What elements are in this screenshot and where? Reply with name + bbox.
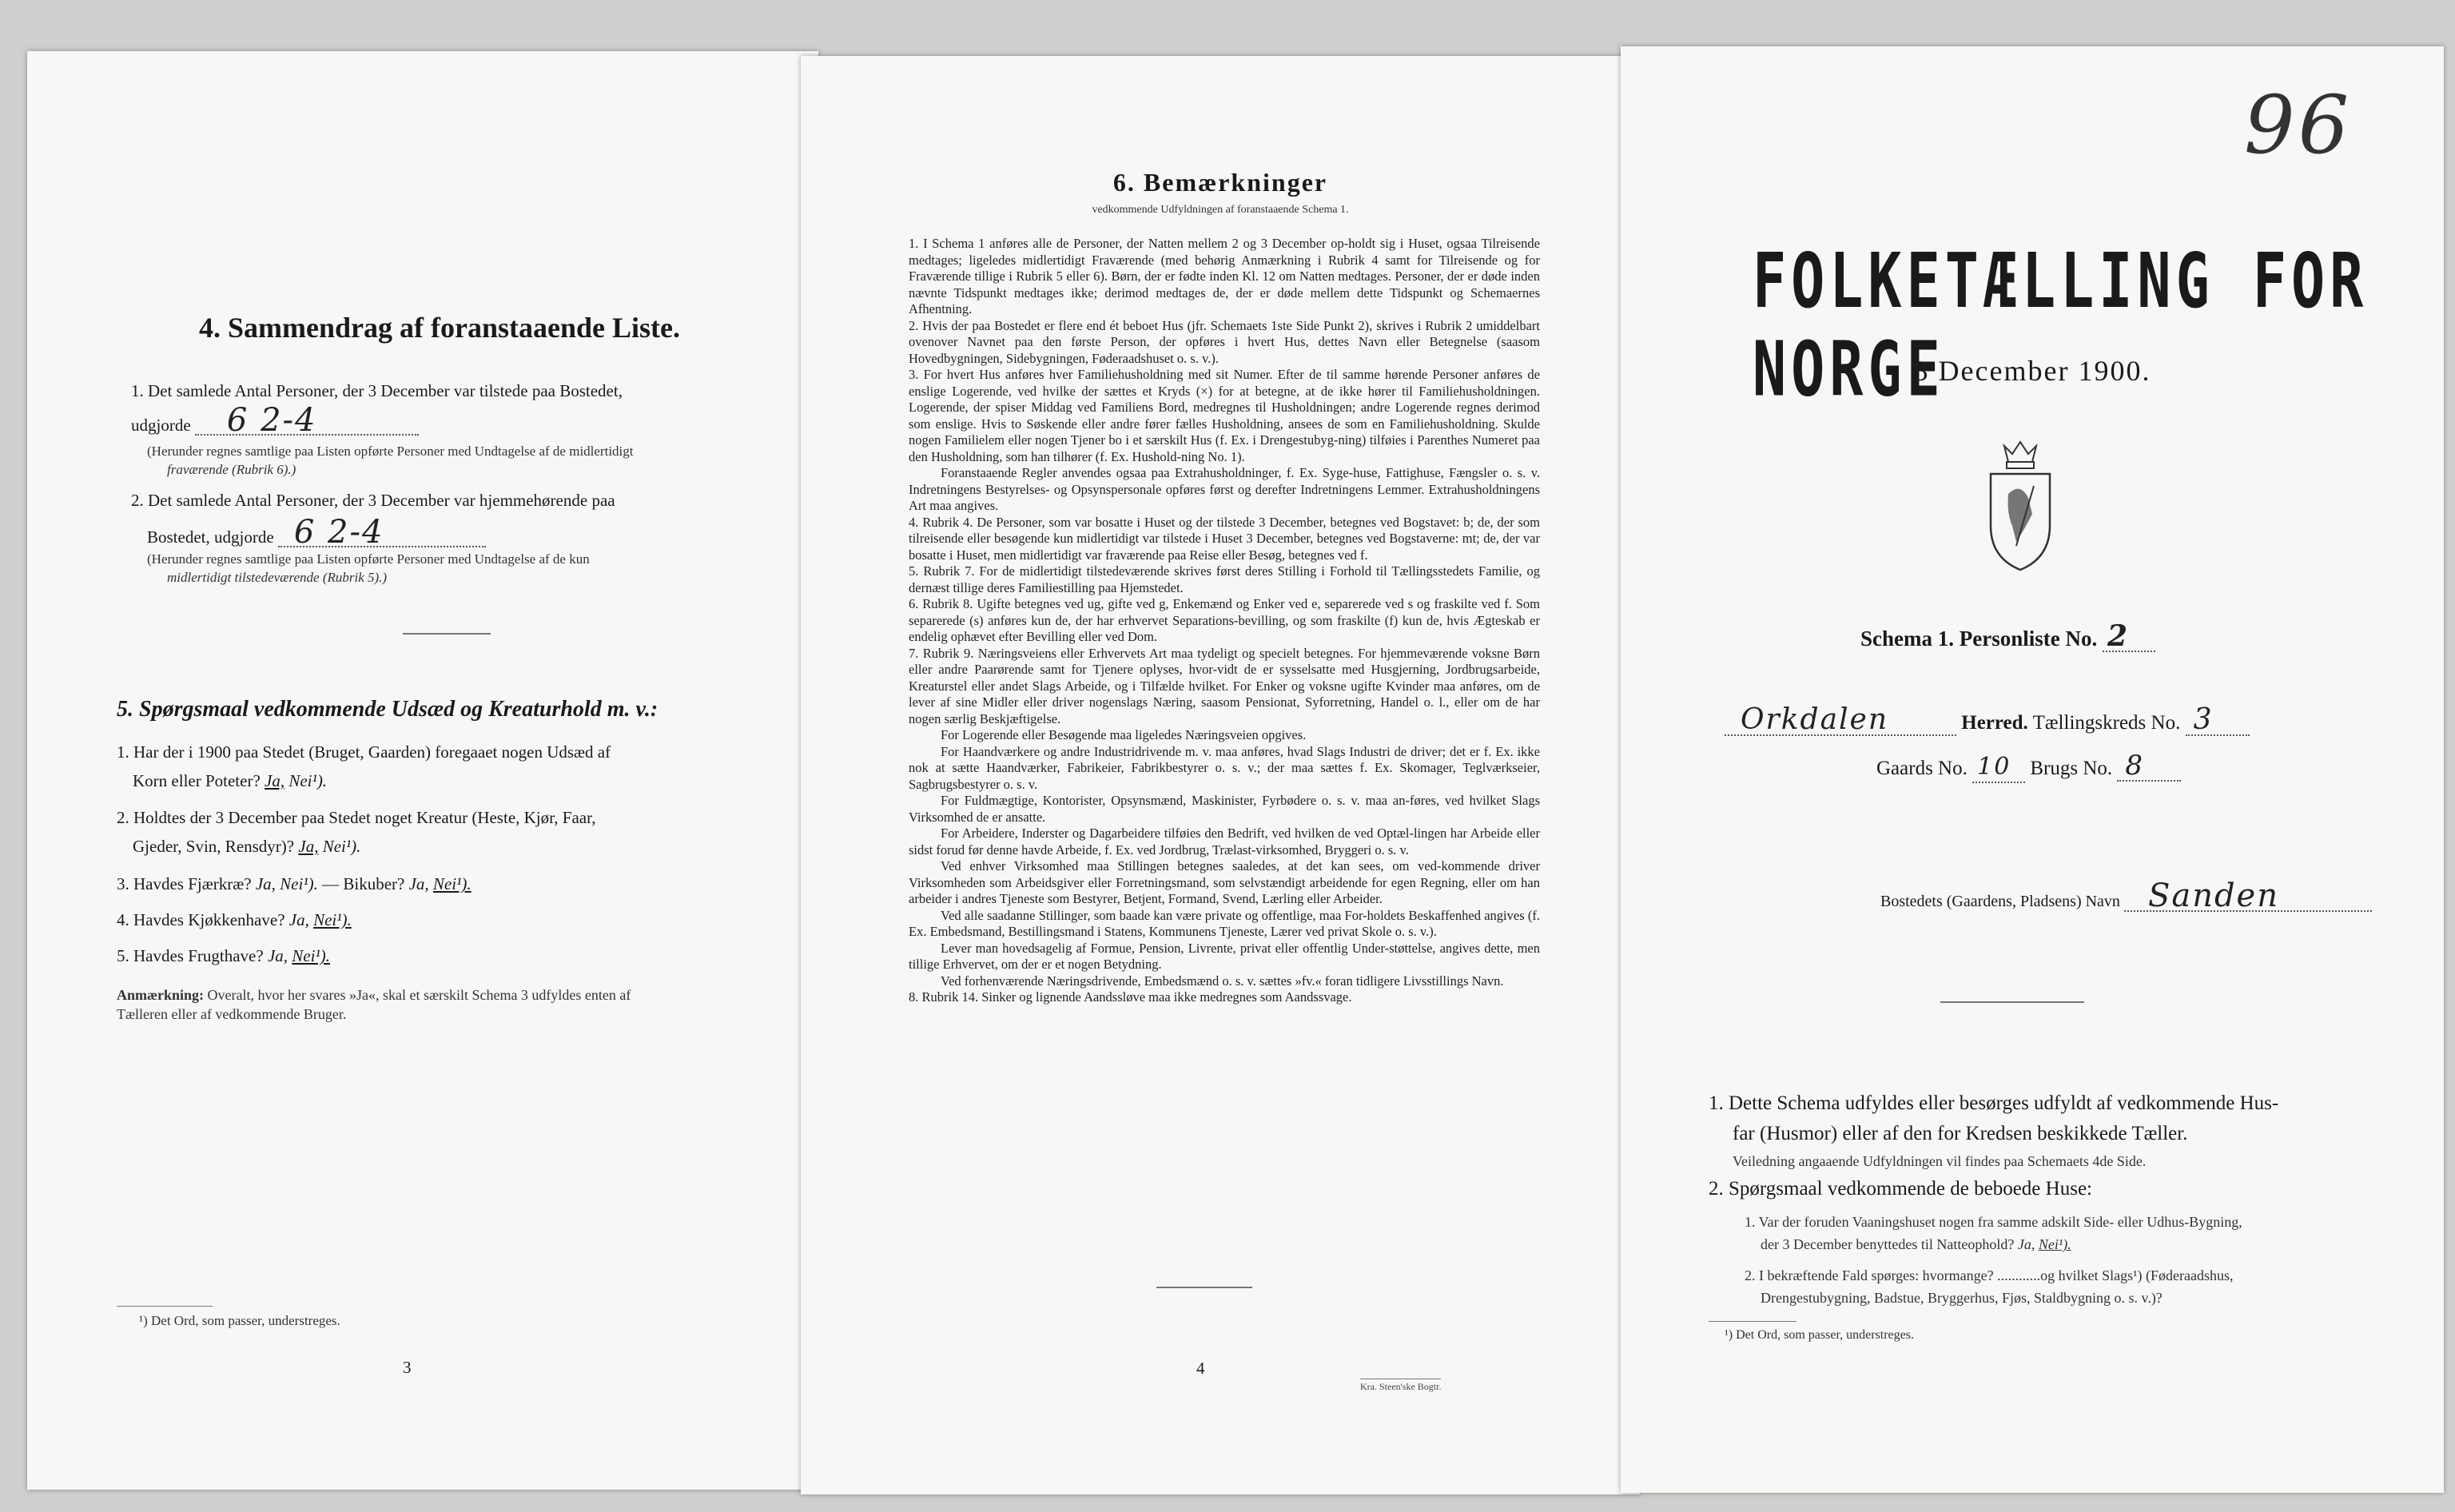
- divider-rule: [1156, 1287, 1252, 1288]
- remark-paragraph: Foranstaaende Regler anvendes ogsaa paa Extrahusholdninger, f. Ex. Syge-huse, Fattighuse, Fængsler o. s. v. Indretningens Bestyrelses- og Opsynspersonale opføres først og derefter Indretningens Lemmer. Extrahusholdningens Art maa angives.: [909, 465, 1540, 513]
- remark-paragraph: 2. Hvis der paa Bostedet er flere end ét beboet Hus (jfr. Schemaets 1ste Side Punkt 2), skrives i Rubrik 2 umiddelbart ovenover Navnet paa den første Person, der opføres i hvert Hus, dettes Navn eller Betegnelse (saasom Hovedbygningen, Sidebygningen, Føderaadshuset o. s. v.).: [909, 317, 1540, 366]
- schema-line: [1860, 619, 2155, 653]
- bosted-line: [1880, 877, 2372, 916]
- coat-of-arms-icon: [1984, 438, 2056, 574]
- instruction-2-1a: 1. Var der foruden Vaaningshuset nogen fra samme adskilt Side- eller Udhus-Bygning,: [1745, 1214, 2242, 1230]
- kreds-value: 3: [2186, 706, 2250, 736]
- brugs-label: Brugs No.: [2030, 758, 2113, 779]
- q3a-ja-answer: Ja,: [255, 874, 276, 893]
- q5-nei-answer: Nei¹).: [292, 946, 330, 965]
- remarks-body: [909, 236, 1540, 1006]
- divider-ornament: [1940, 1001, 2084, 1003]
- kreds-label: Tællingskreds No.: [2032, 712, 2181, 734]
- instruction-1a: 1. Dette Schema udfyldes eller besørges udfyldt af vedkommende Hus-: [1709, 1092, 2279, 1114]
- remark-paragraph: Ved enhver Virksomhed maa Stillingen betegnes saaledes, at det kan sees, om ved-kommende driver Virksomheden som Arbeidsgiver eller Forretningsmand, som selvstændigt arbeidende for egen Regning, eller om han arbeider i andres Tjeneste som Bestyrer, Betjent, Formand, Svend, Lærling eller Arbeider.: [909, 858, 1540, 906]
- question-3b-text: — Bikuber?: [322, 874, 405, 893]
- instruction-1c: Veiledning angaaende Udfyldningen vil findes paa Schemaets 4de Side.: [1733, 1153, 2147, 1169]
- archive-number: 96: [2244, 78, 2353, 172]
- section-4-title: 4. Sammendrag af foranstaaende Liste.: [199, 312, 680, 344]
- q2-ja-answer: Ja,: [298, 837, 319, 856]
- instruction-2-1b-text: der 3 December benyttedes til Natteophold?: [1761, 1236, 2015, 1252]
- remark-paragraph: Lever man hovedsagelig af Formue, Pension, Livrente, privat eller offentlig Under-støttelse, angives dette, men tillige Erhvervet, om der er et nogen Betydning.: [909, 940, 1540, 972]
- question-3: [117, 870, 472, 897]
- question-5-text: 5. Havdes Frugthave?: [117, 946, 264, 965]
- bosted-value: Sanden: [2124, 881, 2372, 912]
- remarks-subtitle: vedkommende Udfyldningen af foranstaaende Schema 1.: [1092, 204, 1349, 216]
- remark-paragraph: 4. Rubrik 4. De Personer, som var bosatte i Huset og der tilstede 3 December, betegnes ved Bogstavet: b; de, der som tilreisende eller besøgende kun midlertidigt var tilstede i Huset 3 December, betegnes ved Bogstaverne: mt; de, der var bosatte i Huset, men midlertidigt var fraværende paa Reise eller Besøg, betegnes ved f.: [909, 514, 1540, 563]
- item-2-text: 2. Det samlede Antal Personer, der 3 December var hjemmehørende paa: [131, 491, 615, 510]
- anmerkning: [117, 986, 631, 1004]
- footnote: ¹) Det Ord, som passer, understreges.: [139, 1313, 340, 1328]
- instruction-1b: far (Husmor) eller af den for Kredsen beskikkede Tæller.: [1733, 1123, 2188, 1144]
- item-1-note-1: (Herunder regnes samtlige paa Listen opførte Personer med Undtagelse af de midlertidigt: [147, 444, 634, 459]
- item-2-bostedet: Bostedet, udgjorde: [147, 527, 274, 547]
- gaards-brugs-line: [1876, 751, 2181, 783]
- question-5: [117, 942, 330, 969]
- question-4: [117, 906, 352, 933]
- q2-nei-answer: Nei¹).: [322, 837, 361, 856]
- remark-paragraph: For Fuldmægtige, Kontorister, Opsynsmænd, Maskinister, Fyrbødere o. s. v. maa an-føres, ved hvilket Slags Virksomhed de er ansatte.: [909, 793, 1540, 825]
- gaards-label: Gaards No.: [1876, 758, 1968, 779]
- question-3a-text: 3. Havdes Fjærkræ?: [117, 874, 252, 893]
- remark-paragraph: 5. Rubrik 7. For de midlertidigt tilstedeværende skrives først deres Stilling i Forhold til Tællingsstedets Familie, og dernæst tillige deres Familiestilling paa Hjemstedet.: [909, 563, 1540, 595]
- q1-nei-answer: Nei¹).: [288, 771, 328, 790]
- remark-paragraph: 8. Rubrik 14. Sinker og lignende Aandssløve maa ikke medregnes som Aandssvage.: [909, 989, 1352, 1005]
- footnote: ¹) Det Ord, som passer, understreges.: [1725, 1328, 1914, 1342]
- footnote-rule: [1709, 1321, 1796, 1322]
- remark-paragraph: For Arbeidere, Inderster og Dagarbeidere tilføies den Bedrift, ved hvilken de ved Optæl-lingen har Arbeide eller sidst forud før denne havde Arbeide, f. Ex. ved Jordbrug, Trælast-virksomhed, Bryggeri o. s. v.: [909, 826, 1540, 857]
- item-1-note-2: fraværende (Rubrik 6).): [167, 462, 296, 477]
- remark-paragraph: For Haandværkere og andre Industridrivende m. v. maa anføres, hvad Slags Industri de driver; det er f. Ex. ikke nok at sætte Haandværker, Fabrikeier, Fabrikbestyrer o. s. v.; der maa sættes f. Ex. Skomager, Teglværkseier, Sagbrugsbestyrer o. s. v.: [909, 743, 1540, 792]
- footnote-rule: [117, 1306, 213, 1307]
- question-2b-text: Gjeder, Svin, Rensdyr)?: [133, 837, 295, 856]
- remarks-title: 6. Bemærkninger: [1112, 168, 1328, 197]
- remark-paragraph: 6. Rubrik 8. Ugifte betegnes ved ug, gifte ved g, Enkemænd og Enker ved e, separerede ved s og fraskilte ved f. Som separerede (s) anføres kun de, der har erhvervet Separations-bevilling, og som fraskilte (f) kun de, hvis Ægteskab er endelig ophævet efter Bevilling eller ved Dom.: [909, 596, 1540, 644]
- item-2-value: 6 2-4: [278, 519, 486, 547]
- question-1b: [133, 767, 327, 794]
- item-1-udgjorde: udgjorde: [131, 416, 191, 435]
- remark-paragraph: For Logerende eller Besøgende maa ligeledes Næringsveien opgives.: [941, 727, 1307, 742]
- instruction-2-1b: [1761, 1234, 2071, 1255]
- q1-ja-answer: Ja,: [265, 771, 285, 790]
- item-2-line: [147, 514, 486, 551]
- item-1-value: 6 2-4: [195, 407, 419, 436]
- remark-paragraph: 7. Rubrik 9. Næringsveiens eller Erhvervets Art maa tydeligt og specielt betegnes. For hjemmeværende voksne Børn eller andre Paarørende samt for Tjenere oplyses, hvor-vidt de er sysselsatte med Husgjerning, Jordbrugsarbeide, Kreaturstel eller andet Slags Arbeide, og i Tilfælde hvilket. For Enker og voksne ugifte Kvinder maa anføres, om de lever af sine Midler eller driver nogenslags Næring, saasom Pensionat, Syforretning, Handel o. l., eller om de har nogen særlig Beskjæftigelse.: [909, 645, 1540, 726]
- house-ja-answer: Ja,: [2017, 1236, 2035, 1252]
- gaards-value: 10: [1972, 753, 2025, 783]
- question-1b-text: Korn eller Poteter?: [133, 771, 261, 790]
- anmerkning-text: Overalt, hvor her svares »Ja«, skal et særskilt Schema 3 udfyldes enten af: [207, 987, 631, 1003]
- question-2b: [133, 833, 360, 860]
- schema-label: Schema 1. Personliste No.: [1860, 627, 2098, 651]
- anmerkning-text-2: Tælleren eller af vedkommende Bruger.: [117, 1006, 347, 1022]
- item-1-line: [131, 402, 419, 439]
- schema-number: 2: [2103, 622, 2155, 652]
- herred-line: [1725, 703, 2250, 738]
- census-title: FOLKETÆLLING FOR NORGE: [1753, 237, 2369, 414]
- herred-value: Orkdalen: [1725, 706, 1956, 736]
- page-4: [801, 56, 1640, 1494]
- bosted-label: Bostedets (Gaardens, Pladsens) Navn: [1880, 893, 2120, 910]
- page-number: 3: [403, 1358, 412, 1377]
- item-2-note-1: (Herunder regnes samtlige paa Listen opførte Personer med Undtagelse af de kun: [147, 551, 590, 567]
- q3a-nei-answer: Nei¹).: [280, 874, 318, 893]
- anmerkning-label: Anmærkning:: [117, 987, 205, 1003]
- q3b-nei-answer: Nei¹).: [432, 874, 472, 893]
- q4-ja-answer: Ja,: [288, 910, 309, 929]
- title-page: [1621, 46, 2444, 1493]
- remark-paragraph: Ved forhenværende Næringsdrivende, Embedsmænd o. s. v. sættes »fv.« foran tidligere Livsstillings Navn.: [941, 973, 1504, 989]
- page-number: 4: [1196, 1359, 1205, 1378]
- remark-paragraph: 1. I Schema 1 anføres alle de Personer, der Natten mellem 2 og 3 December op-holdt sig i Huset, ogsaa Tilreisende medtages; ligeledes midlertidigt Fraværende (med behørig Anmærkning i Rubrik 4 samt for Tilreisende og for Fraværende tillige i Rubrik 5 eller 6). Børn, der er fødte inden Kl. 12 om Natten medtages. Personer, der er døde inden nævnte Tidspunkt medtages ikke; derimod medtages de, der er døde mellem dette Tidspunkt og Schemaernes Afhentning.: [909, 236, 1540, 316]
- page-3: [27, 51, 818, 1490]
- question-4-text: 4. Havdes Kjøkkenhave?: [117, 910, 285, 929]
- section-5-title: 5. Spørgsmaal vedkommende Udsæd og Kreaturhold m. v.:: [117, 697, 659, 722]
- question-1a: 1. Har der i 1900 paa Stedet (Bruget, Gaarden) foregaaet nogen Udsæd af: [117, 742, 611, 762]
- brugs-value: 8: [2117, 751, 2181, 782]
- q3b-ja-answer: Ja,: [408, 874, 429, 893]
- q4-nei-answer: Nei¹).: [313, 910, 352, 929]
- remark-paragraph: Ved alle saadanne Stillinger, som baade kan være private og offentlige, maa For-holdets Beskaffenhed angives (f. Ex. Embedsmand, Bestillingsmand i Statens, Kommunens Tjeneste, Lærer ved privat Skole o. s. v.).: [909, 907, 1540, 939]
- instruction-2: 2. Spørgsmaal vedkommende de beboede Huse:: [1709, 1178, 2092, 1200]
- instruction-2-2b: Drengestubygning, Badstue, Bryggerhus, Fjøs, Staldbygning o. s. v.)?: [1761, 1290, 2163, 1306]
- divider-rule: [403, 633, 491, 635]
- herred-label: Herred.: [1961, 712, 2028, 734]
- census-date: 3 December 1900.: [1913, 355, 2151, 387]
- item-2-note-2: midlertidigt tilstedeværende (Rubrik 5).): [167, 570, 388, 585]
- house-nei-answer: Nei¹).: [2038, 1236, 2071, 1252]
- instruction-2-2a: 2. I bekræftende Fald spørges: hvormange? ............og hvilket Slags¹) (Føderaadshus,: [1745, 1267, 2234, 1283]
- remark-paragraph: 3. For hvert Hus anføres hver Familiehusholdning med sit Numer. Efter de til samme hørende Personer anføres de enslige Logerende, ved hvilke der sættes et Kryds (×) for at betegne, at de ikke hører til Familiehusholdningen. Logerende, der spiser Middag ved Familiens Bord, medregnes til Husholdningen; andre Logerende regnes derimod som enslige. Hvis to Søskende eller andre fører fælles Husholdning, ansees de som en Familiehusholdning. Skulde nogen Familielem eller nogen Tjener bo i et særskilt Hus (f. Ex. i Drengestubyg-ning) tilføies i Parenthes Numeret paa den Husholdning, som han tilhører (f. Ex. Hushold-ning No. 1).: [909, 367, 1540, 464]
- item-1-text: 1. Det samlede Antal Personer, der 3 December var tilstede paa Bostedet,: [131, 381, 623, 400]
- printer-credit: Kra. Steen'ske Bogtr.: [1360, 1379, 1441, 1393]
- question-2a: 2. Holdtes der 3 December paa Stedet noget Kreatur (Heste, Kjør, Faar,: [117, 808, 596, 827]
- q5-ja-answer: Ja,: [267, 946, 288, 965]
